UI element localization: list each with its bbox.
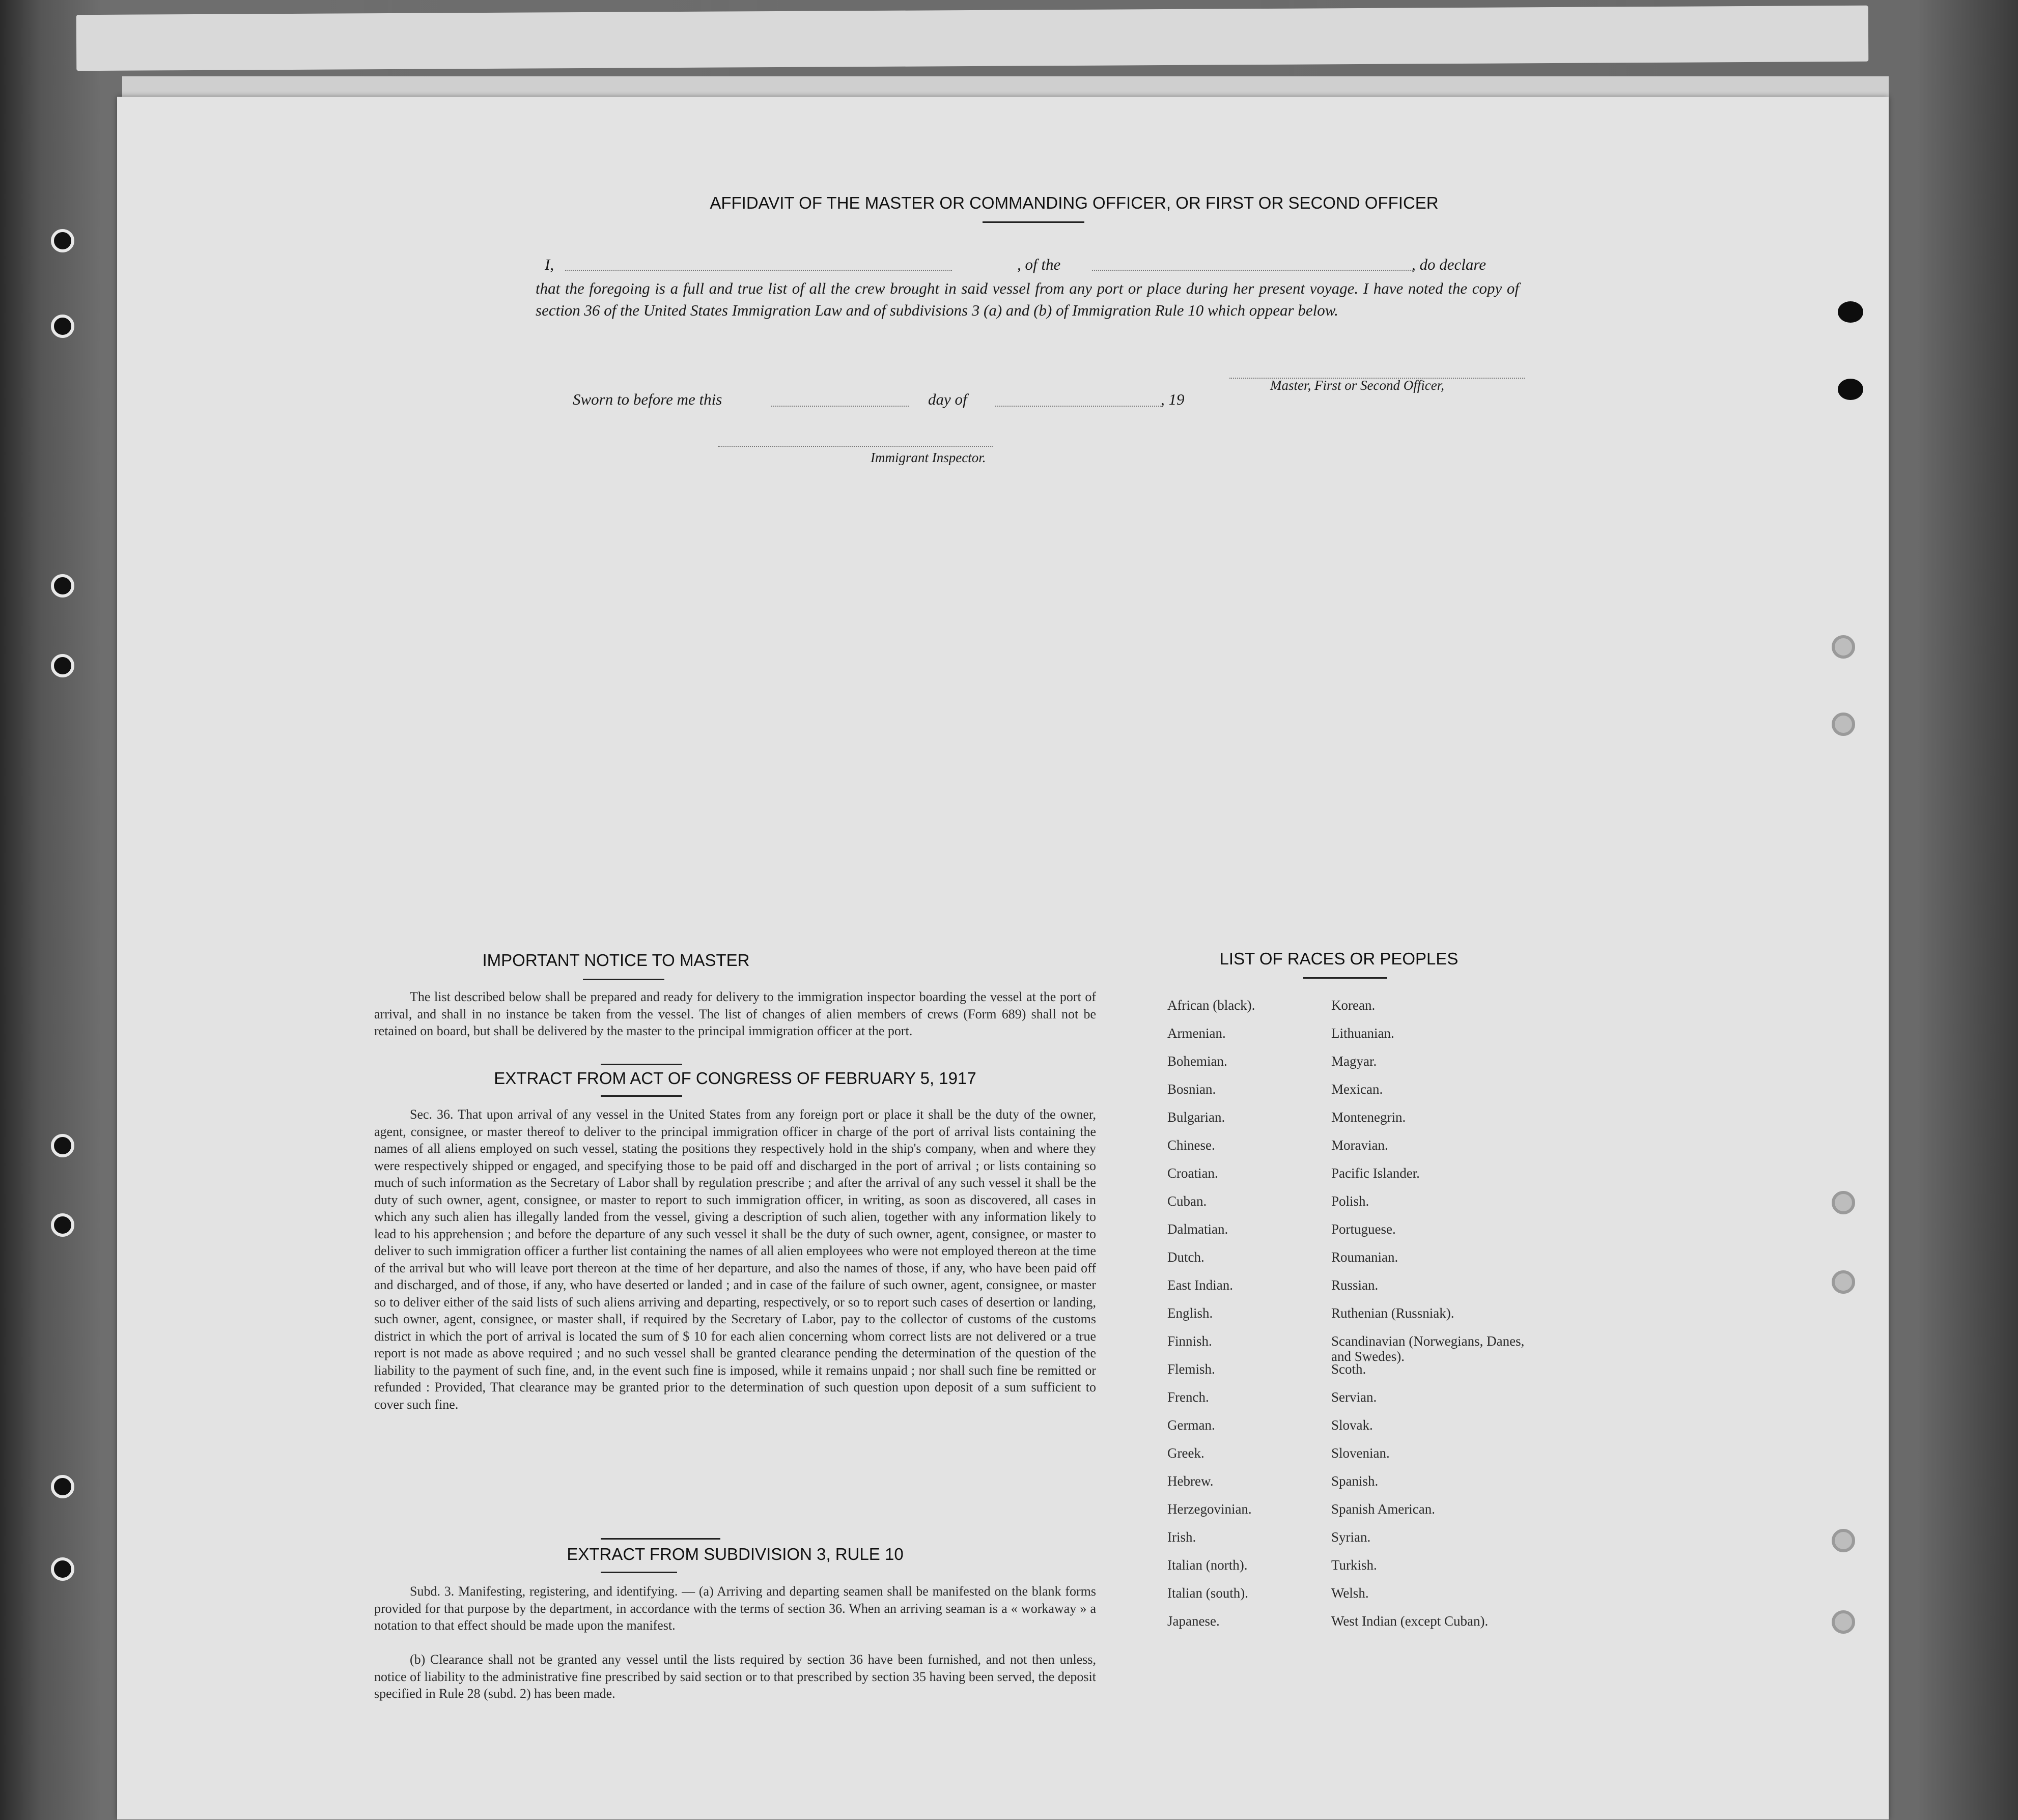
affidavit-of-the: , of the bbox=[1017, 255, 1061, 273]
race-item: Spanish. bbox=[1331, 1473, 1379, 1489]
race-item: Irish. bbox=[1167, 1529, 1196, 1545]
race-item: Welsh. bbox=[1331, 1585, 1369, 1601]
act-body: Sec. 36. That upon arrival of any vessel in the United States from any foreign port or place it shall be the duty of the owner, agent, consignee, or master thereof to deliver to the principal immigration officer in charge of the port of arrival lists containing the names of all aliens employed on such vessel, stating the positions they respectively hold in the ship's company, when and where they were respectively shipped or engaged, and specifying those to be paid off and discharged in the port of arrival ; or lists containing so much of such information as the Secretary of Labor shall by regulation prescribe ; and after the arrival of any such vessel it shall be the duty of such owner, agent, consignee, or master to report to such immigration officer, in writing, as soon as discovered, all cases in which any such alien has illegally landed from the vessel, giving a description of such alien, together with any information likely to lead to his apprehension ; and before the departure of any such vessel it shall be the duty of such owner, agent, consignee, or master to deliver to such immigration officer a further list containing the names of all alien employees who were not employed thereon at the time of the arrival but who will leave port thereon at the time of her departure, and also the names of those, if any, who have been paid off and discharged, and of those, if any, who have deserted or landed ; and in case of the failure of such owner, agent, consignee, or master so to deliver either of the said lists of such aliens arriving and departing, respectively, or so to report such cases of desertion or landing, such owner, agent, consignee, or master shall, if required by the Secretary of Labor, pay to the collector of customs of the customs district in which the port of arrival is located the sum of $ 10 for each alien concerning whom correct lists are not delivered or a true report is not made as above required ; and no such vessel shall be granted clearance pending the determination of the question of the liability to the payment of such fine, and, in the event such fine is imposed, while it remains unpaid ; nor shall such fine be remitted or refunded : Provided, That clearance may be granted prior to the determination of such question upon deposit of a sum sufficient to cover such fine. bbox=[374, 1107, 1096, 1412]
race-item: Polish. bbox=[1331, 1193, 1369, 1209]
act-rule-bottom bbox=[601, 1095, 682, 1097]
underlying-page-edge bbox=[76, 6, 1869, 71]
binder-hole bbox=[51, 1557, 74, 1581]
affidavit-i: I, bbox=[545, 255, 554, 273]
races-right-column bbox=[1331, 998, 1545, 1641]
rule-para-b: (b) Clearance shall not be granted any vessel until the lists required by section 36 have been furnished, and not then unless, notice of liability to the administrative fine prescribed by said section or to that prescribed by section 35 having been served, the deposit specified in Rule 28 (subd. 2) has been made. bbox=[374, 1652, 1096, 1701]
race-item: Finnish. bbox=[1167, 1333, 1212, 1349]
race-item: Japanese. bbox=[1167, 1613, 1220, 1629]
race-item: Mexican. bbox=[1331, 1082, 1383, 1097]
race-item: Croatian. bbox=[1167, 1165, 1218, 1181]
race-item: Lithuanian. bbox=[1331, 1026, 1394, 1041]
binder-hole bbox=[1838, 301, 1863, 323]
rule-rule-bottom bbox=[601, 1572, 677, 1573]
race-item: Chinese. bbox=[1167, 1138, 1215, 1153]
inspector-label: Immigrant Inspector. bbox=[871, 450, 986, 465]
year-label: , 19 bbox=[1161, 390, 1185, 408]
race-item: Montenegrin. bbox=[1331, 1110, 1406, 1125]
race-item: Russian. bbox=[1331, 1277, 1379, 1293]
race-item: Turkish. bbox=[1331, 1557, 1377, 1573]
race-item: Scoth. bbox=[1331, 1361, 1366, 1377]
race-item: English. bbox=[1167, 1305, 1213, 1321]
rule-rule-top bbox=[601, 1538, 720, 1540]
sworn-label: Sworn to before me this bbox=[573, 390, 722, 408]
race-item: West Indian (except Cuban). bbox=[1331, 1613, 1489, 1629]
race-item: Moravian. bbox=[1331, 1138, 1388, 1153]
race-item: Italian (south). bbox=[1167, 1585, 1248, 1601]
act-title: EXTRACT FROM ACT OF CONGRESS OF FEBRUARY 5, 1917 bbox=[494, 1069, 976, 1088]
race-item: Bohemian. bbox=[1167, 1054, 1227, 1069]
binder-hole bbox=[1832, 1191, 1855, 1214]
race-item: Flemish. bbox=[1167, 1361, 1215, 1377]
race-item: Syrian. bbox=[1331, 1529, 1371, 1545]
races-left-column bbox=[1167, 998, 1335, 1641]
race-item: German. bbox=[1167, 1417, 1215, 1433]
day-of-label: day of bbox=[928, 390, 967, 408]
binder-hole bbox=[1832, 1610, 1855, 1634]
vessel-blank bbox=[1092, 270, 1413, 271]
race-item: Ruthenian (Russniak). bbox=[1331, 1305, 1454, 1321]
race-item: East Indian. bbox=[1167, 1277, 1233, 1293]
master-signature-label: Master, First or Second Officer, bbox=[1270, 378, 1444, 393]
binder-hole bbox=[1832, 635, 1855, 659]
race-item: Slovenian. bbox=[1331, 1445, 1390, 1461]
notice-title: IMPORTANT NOTICE TO MASTER bbox=[482, 951, 750, 970]
binder-hole bbox=[51, 654, 74, 677]
binder-hole bbox=[1832, 1529, 1855, 1552]
binder-hole bbox=[51, 1475, 74, 1498]
sworn-day-blank bbox=[771, 406, 909, 407]
notice-rule bbox=[583, 979, 664, 980]
race-item: Roumanian. bbox=[1331, 1249, 1398, 1265]
race-item: Hebrew. bbox=[1167, 1473, 1214, 1489]
inspector-signature-line bbox=[718, 446, 993, 447]
affidavit-body: that the foregoing is a full and true list of all the crew brought in said vessel from any port or place during her present voyage. I have noted the copy of section 36 of the United States Immigration Law and of subdivisions 3 (a) and (b) of Immigration Rule 10 which oppear below. bbox=[536, 279, 1519, 319]
race-item: Magyar. bbox=[1331, 1054, 1377, 1069]
form-page bbox=[117, 97, 1889, 1819]
race-item: African (black). bbox=[1167, 998, 1255, 1013]
binder-hole bbox=[1838, 379, 1863, 400]
binder-hole bbox=[51, 574, 74, 598]
race-item: Dalmatian. bbox=[1167, 1221, 1228, 1237]
race-item: Italian (north). bbox=[1167, 1557, 1248, 1573]
binder-hole bbox=[51, 229, 74, 252]
race-item: Scandinavian (Norwegians, Danes, and Swedes). bbox=[1331, 1333, 1525, 1364]
race-item: Cuban. bbox=[1167, 1193, 1207, 1209]
race-item: Servian. bbox=[1331, 1389, 1377, 1405]
rule-para-a: Subd. 3. Manifesting, registering, and identifying. — (a) Arriving and departing seamen shall be manifested on the blank forms provided for that purpose by the department, in accordance with the terms of section 36. When an arriving seaman is a « workaway » a notation to that effect should be made upon the manifest. bbox=[374, 1584, 1096, 1633]
notice-body: The list described below shall be prepared and ready for delivery to the immigration inspector boarding the vessel at the port of arrival, and shall in no instance be taken from the vessel. The list of changes of alien members of crews (Form 689) shall not be retained on board, but shall be delivered by the master to the principal immigration officer at the port. bbox=[374, 989, 1096, 1038]
race-item: Bosnian. bbox=[1167, 1082, 1216, 1097]
race-item: Dutch. bbox=[1167, 1249, 1204, 1265]
races-rule bbox=[1303, 977, 1387, 979]
race-item: Greek. bbox=[1167, 1445, 1204, 1461]
binder-hole bbox=[51, 315, 74, 338]
race-item: Armenian. bbox=[1167, 1026, 1226, 1041]
race-item: Bulgarian. bbox=[1167, 1110, 1225, 1125]
race-item: Slovak. bbox=[1331, 1417, 1373, 1433]
name-blank bbox=[565, 270, 952, 271]
races-title: LIST OF RACES OR PEOPLES bbox=[1219, 949, 1459, 968]
race-item: Herzegovinian. bbox=[1167, 1501, 1252, 1517]
binder-hole bbox=[51, 1134, 74, 1157]
binder-hole bbox=[1832, 713, 1855, 736]
race-item: Korean. bbox=[1331, 998, 1376, 1013]
affidavit-title: AFFIDAVIT OF THE MASTER OR COMMANDING OFFICER, OR FIRST OR SECOND OFFICER bbox=[710, 193, 1439, 212]
race-item: Spanish American. bbox=[1331, 1501, 1435, 1517]
race-item: Pacific Islander. bbox=[1331, 1165, 1420, 1181]
affidavit-do-declare: , do declare bbox=[1412, 255, 1487, 273]
title-rule bbox=[983, 221, 1084, 223]
rule-title: EXTRACT FROM SUBDIVISION 3, RULE 10 bbox=[567, 1545, 904, 1563]
binder-hole bbox=[1832, 1270, 1855, 1294]
race-item: French. bbox=[1167, 1389, 1209, 1405]
binder-hole bbox=[51, 1213, 74, 1237]
race-item: Portuguese. bbox=[1331, 1221, 1396, 1237]
sworn-month-blank bbox=[995, 406, 1163, 407]
act-rule-top bbox=[601, 1064, 682, 1065]
